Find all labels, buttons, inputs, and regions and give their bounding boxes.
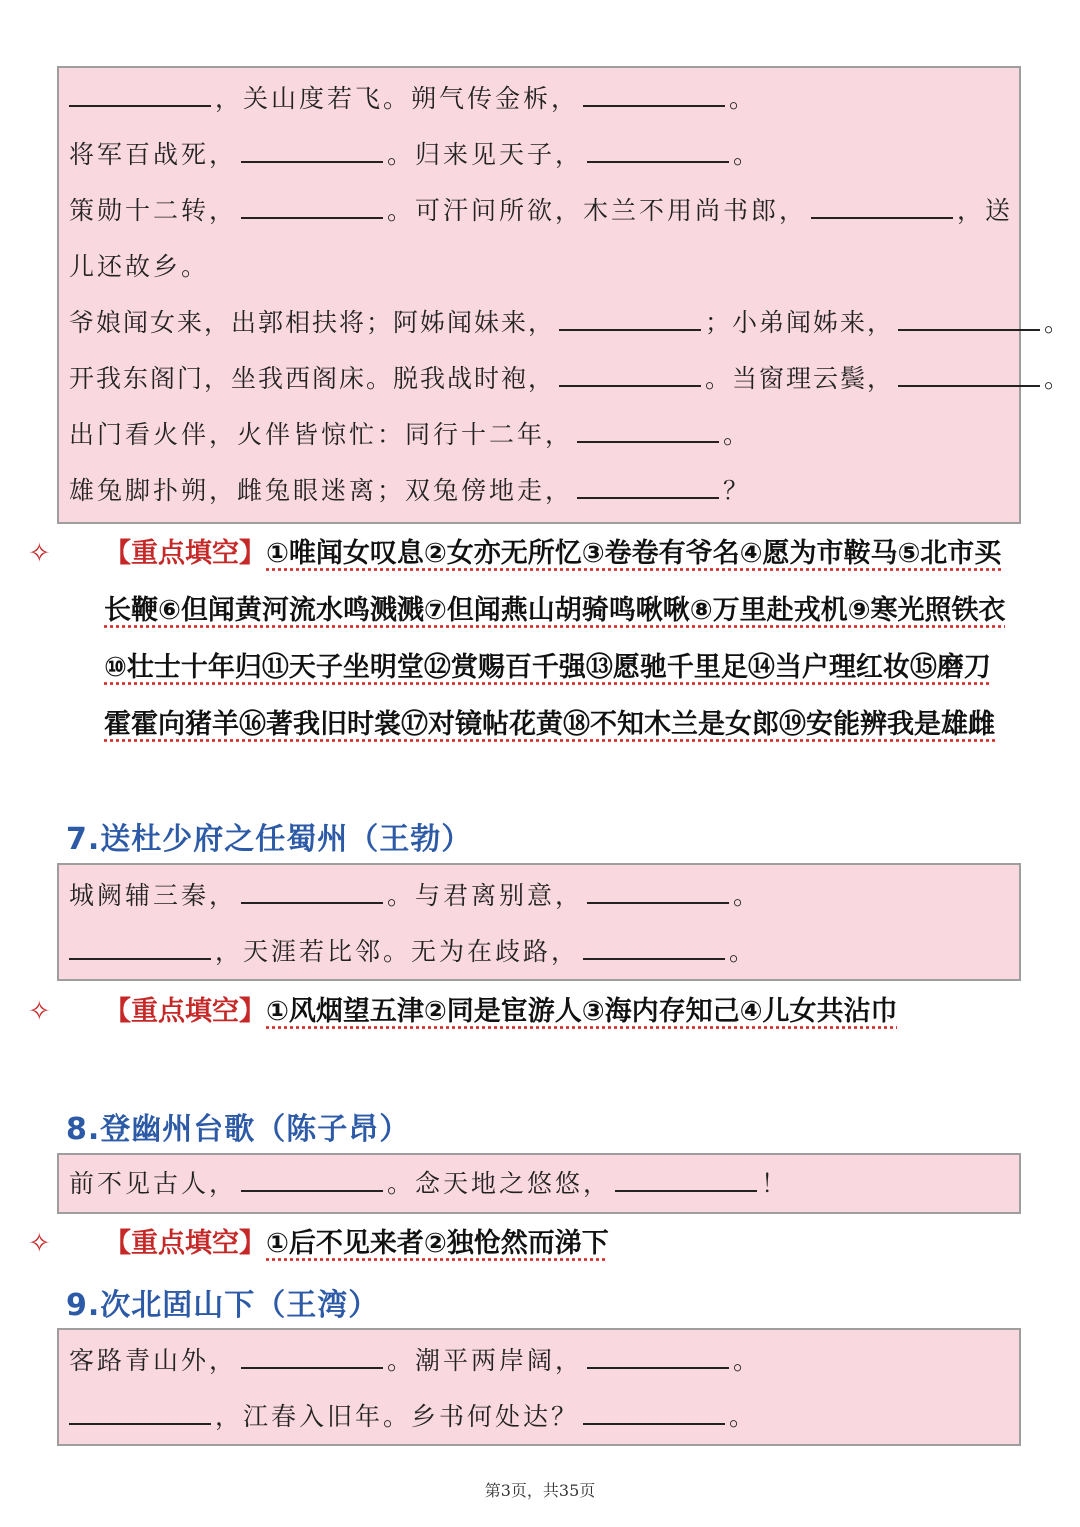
fill-blank[interactable]: [241, 1345, 383, 1369]
page-footer: 第3页，共35页: [484, 1481, 596, 1500]
fill-blank[interactable]: [898, 307, 1040, 331]
poem-text: 出门看火伴，火伴皆惊忙：同行十二年，: [69, 420, 574, 449]
poem9-line: [69, 1344, 761, 1378]
poem-text: 。: [729, 937, 758, 966]
poem-text: ；小弟闻姊来，: [705, 308, 895, 337]
poem-text: 。: [729, 84, 758, 113]
poem6-line: [69, 138, 761, 172]
poem-text: 儿还故乡。: [69, 252, 210, 281]
answer-text: ①后不见来者②独怆然而涕下: [266, 1228, 609, 1259]
fill-blank[interactable]: [559, 363, 701, 387]
poem-text: 雄兔脚扑朔，雌兔眼迷离；双兔傍地走，: [69, 476, 574, 505]
poem-text: 客路青山外，: [69, 1346, 238, 1375]
poem-text: 。可汗问所欲，木兰不用尚书郎，: [387, 196, 808, 225]
fill-blank[interactable]: [241, 139, 383, 163]
poem6-box: [57, 66, 1072, 524]
fill-blank[interactable]: [583, 1401, 725, 1425]
fill-blank[interactable]: [898, 363, 1040, 387]
poem-text: 。: [1044, 308, 1072, 337]
fill-blank[interactable]: [69, 936, 211, 960]
poem-text: 爷娘闻女来，出郭相扶将；阿姊闻妹来，: [69, 308, 556, 337]
fill-blank[interactable]: [577, 419, 719, 443]
answer-tag: 【重点填空】: [104, 538, 266, 569]
star-icon: ✧: [28, 996, 51, 1027]
poem-text: 开我东阁门，坐我西阁床。脱我战时袍，: [69, 364, 556, 393]
fill-blank[interactable]: [587, 880, 729, 904]
fill-blank[interactable]: [811, 195, 953, 219]
poem8-answers: [28, 1215, 1006, 1272]
poem6-line: [69, 474, 751, 508]
answer-text: ①风烟望五津②同是宦游人③海内存知己④儿女共沾巾: [266, 996, 898, 1027]
poem-text: ！: [761, 1169, 790, 1198]
fill-blank[interactable]: [559, 307, 701, 331]
poem7-answers: [28, 983, 1006, 1040]
fill-blank[interactable]: [583, 83, 725, 107]
fill-blank[interactable]: [577, 475, 719, 499]
poem-text: 策勋十二转，: [69, 196, 238, 225]
poem-text: 。与君离别意，: [387, 881, 584, 910]
fill-blank[interactable]: [69, 1401, 211, 1425]
fill-blank[interactable]: [587, 1345, 729, 1369]
poem6-line: [69, 418, 751, 452]
poem9-line: [69, 1400, 757, 1434]
poem6-line: [69, 82, 757, 116]
poem-text: ，天涯若比邻。无为在歧路，: [215, 937, 580, 966]
fill-blank[interactable]: [241, 880, 383, 904]
fill-blank[interactable]: [583, 936, 725, 960]
fill-blank[interactable]: [69, 83, 211, 107]
poem6-answers: [28, 525, 1006, 753]
poem-text: 。念天地之悠悠，: [387, 1169, 612, 1198]
answer-tag: 【重点填空】: [104, 996, 266, 1027]
fill-blank[interactable]: [587, 139, 729, 163]
poem-text: 。: [733, 881, 762, 910]
poem-text: 。: [723, 420, 752, 449]
poem-text: 。当窗理云鬓，: [705, 364, 895, 393]
poem9-title: 9.次北固山下（王湾）: [66, 1288, 380, 1323]
poem-text: ？: [723, 476, 752, 505]
poem8-line: [69, 1167, 789, 1201]
poem-text: 前不见古人，: [69, 1169, 238, 1198]
poem7-title: 7.送杜少府之任蜀州（王勃）: [66, 822, 473, 857]
fill-blank[interactable]: [241, 195, 383, 219]
poem6-line: [69, 194, 1013, 228]
star-icon: ✧: [28, 1228, 51, 1259]
poem6-line: [69, 306, 1071, 340]
poem-text: 。潮平两岸阔，: [387, 1346, 584, 1375]
poem-text: ，江春入旧年。乡书何处达？: [215, 1402, 580, 1431]
poem-text: 。归来见天子，: [387, 140, 584, 169]
poem8-box: [57, 1153, 1021, 1214]
poem-text: ，关山度若飞。朔气传金柝，: [215, 84, 580, 113]
poem6-line: [69, 250, 209, 284]
star-icon: ✧: [28, 538, 51, 569]
poem-text: 。: [733, 1346, 762, 1375]
poem8-title: 8.登幽州台歌（陈子昂）: [66, 1112, 411, 1147]
poem9-box: [57, 1328, 1021, 1446]
fill-blank[interactable]: [241, 1168, 383, 1192]
answer-text: ①唯闻女叹息②女亦无所忆③卷卷有爷名④愿为市鞍马⑤北市买长鞭⑥但闻黄河流水鸣溅溅⑦但闻燕山胡骑鸣啾啾⑧万里赴戎机⑨寒光照铁衣⑩壮士十年归⑪天子坐明堂⑫赏赐百千强⑬愿驰千里足⑭当户理红妆⑮磨刀霍霍向猪羊⑯著我旧时裳⑰对镜帖花黄⑱不知木兰是女郎⑲安能辨我是雄雌: [104, 538, 1006, 740]
poem7-box: [57, 863, 1021, 981]
poem-text: 。: [733, 140, 762, 169]
poem-text: 将军百战死，: [69, 140, 238, 169]
poem7-line: [69, 879, 761, 913]
poem7-line: [69, 935, 757, 969]
poem-text: 。: [729, 1402, 758, 1431]
poem-text: 。: [1044, 364, 1072, 393]
poem-text: ，送: [957, 196, 1014, 225]
poem6-line: [69, 362, 1071, 396]
answer-tag: 【重点填空】: [104, 1228, 266, 1259]
fill-blank[interactable]: [615, 1168, 757, 1192]
poem-text: 城阙辅三秦，: [69, 881, 238, 910]
